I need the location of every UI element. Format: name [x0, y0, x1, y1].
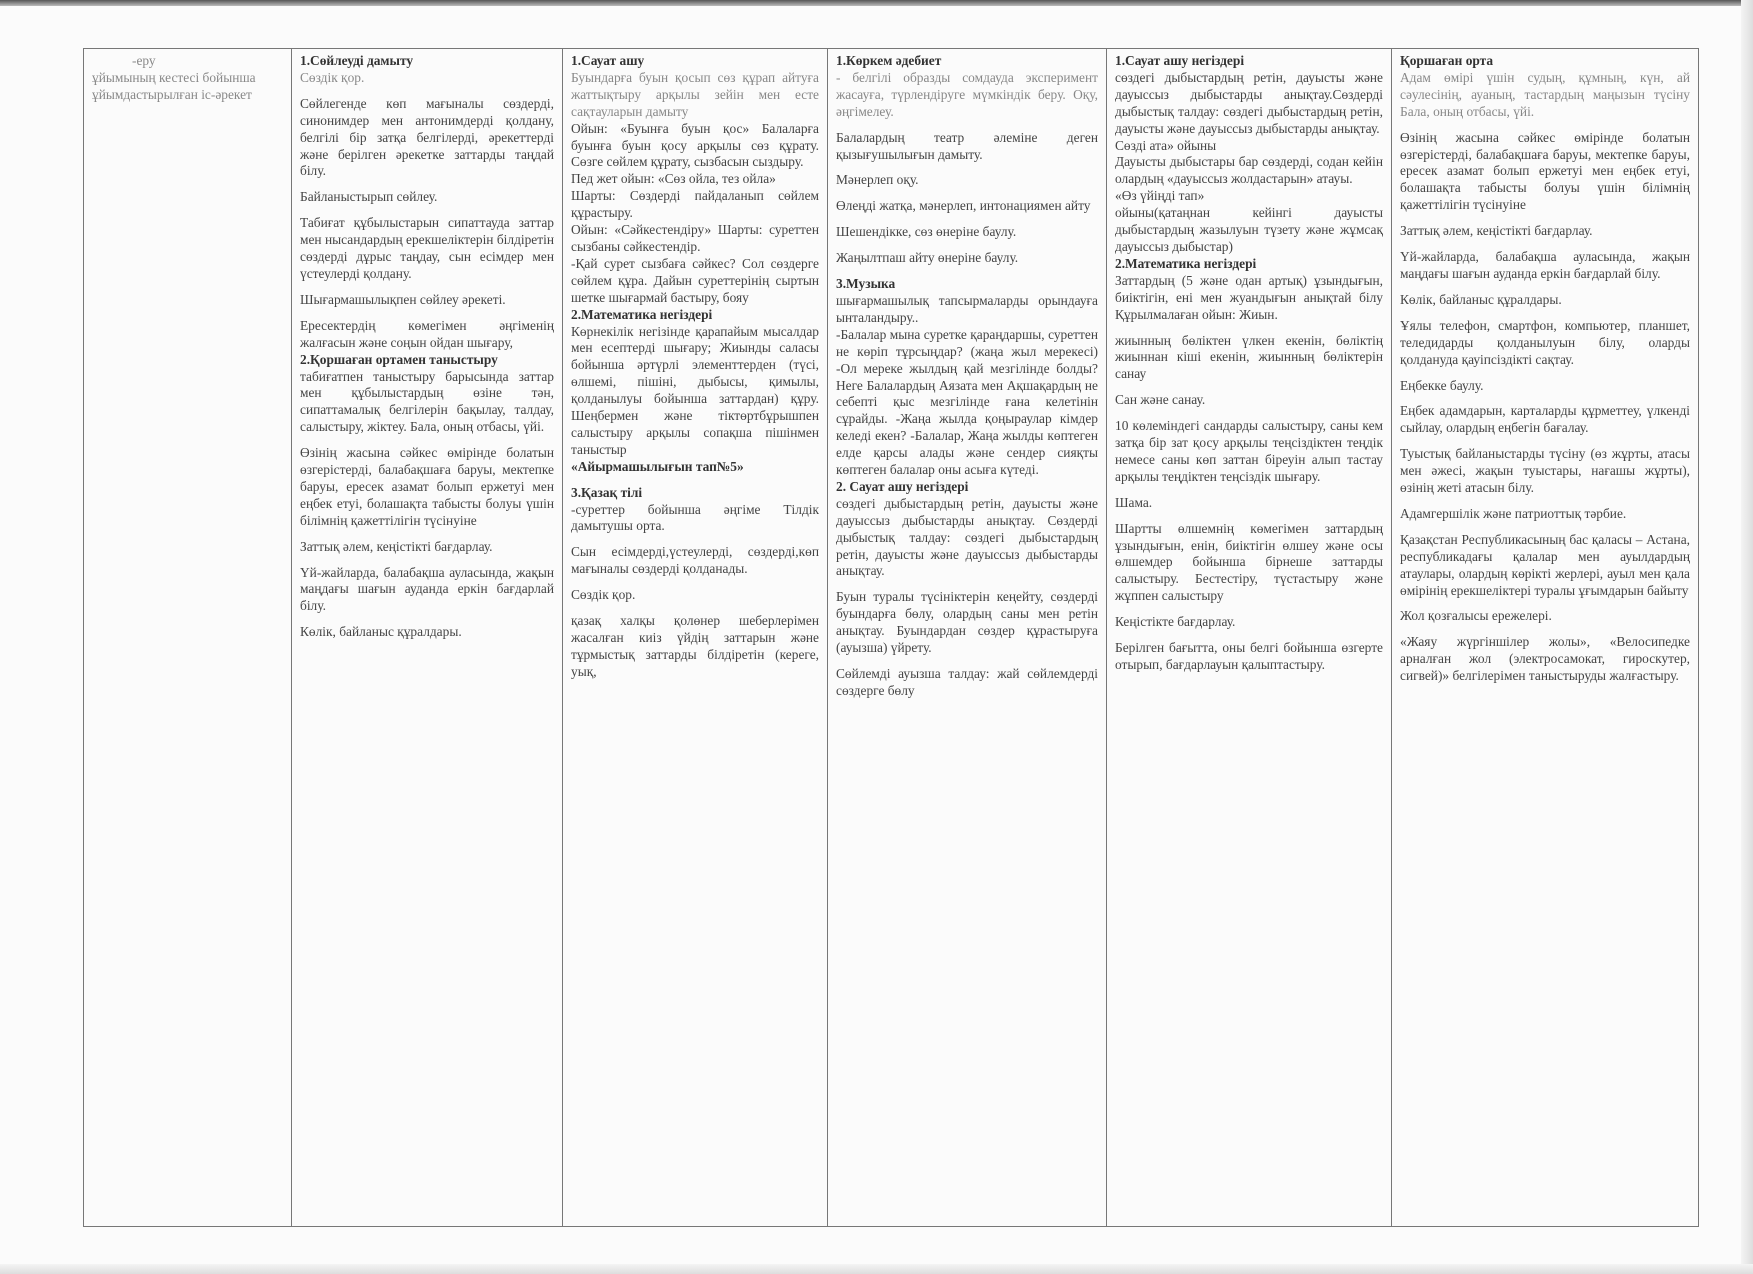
cell-text: Мәнерлеп оқу. — [836, 172, 919, 188]
cell-text: Шешендікке, сөз өнеріне баулу. — [836, 224, 1017, 240]
section-heading: 2.Қоршаған ортамен таныстыру — [300, 351, 498, 367]
cell-text: Заттық әлем, кеңістікті бағдарлау. — [1400, 223, 1593, 239]
col-wednesday — [828, 49, 1107, 1227]
cell-text: Өзінің жасына сәйкес өмірінде болатын өзгерістерді, балабақшаға баруы, мектепке баруы, ересек азамат болып ержетуі мен еңбек етуі, болашақта табысты болуы үшін білімнің қажеттілігін түсінуіне — [1400, 129, 1690, 213]
cell-text: Сөздік қор. — [571, 587, 636, 603]
cell-text: -еру — [132, 53, 156, 68]
section-heading: 1.Көркем әдебиет — [836, 53, 942, 68]
section-heading: 3.Музыка — [836, 276, 896, 292]
cell-text: Еңбекке баулу. — [1400, 377, 1484, 393]
cell-text: Сөзді ата» ойыны — [1115, 137, 1217, 153]
lesson-plan-table — [83, 48, 1699, 1227]
cell-text: Ойын: «Сәйкестендіру» Шарты: суреттен сызбаны сәйкестендір. — [571, 222, 819, 254]
cell-text: Адамгершілік және патриоттық тәрбие. — [1400, 505, 1627, 521]
cell-text: -Балалар мына суретке қараңдаршы, суреттен не көріп тұрсыңдар? (жаңа жыл мерекесі) -Ол мереке жылдың қай мезгілінде болды? Неге Балалардың Аязата мен Ақшақардың не себепті қыс мезгілінде ғана келетінін сұрайды. -Жаңа жылда қоңыраулар кімдер келеді екен? -Балалар, Жаңа жылды көптеген елде қарсы алады және сендер сияқты көптеген балалар оны асыға күтеді. — [836, 326, 1098, 478]
cell-text: ойыны(қатаңнан кейінгі дауысты дыбыстардың жазылуын түзету және жұмсақ дауыссыз дыбыстар) — [1115, 205, 1383, 254]
section-heading: 3.Қазақ тілі — [571, 484, 643, 500]
cell-text: ұйымының кестесі бойынша ұйымдастырылған іс-әрекет — [92, 69, 256, 102]
cell-text: Көрнекілік негізінде қарапайым мысалдар мен есептерді шығару; Жиынды саласы бойынша әртүрлі элементтерден (түсі, өлшемі, пішіні, дыбысы, қимылы, қолданылуы бойынша заттардан) құру. Шеңбермен және тіктөртбұрышпен салыстыру арқылы сопақша пішінмен таныстыр — [571, 323, 819, 457]
cell-text: Дауысты дыбыстары бар сөздерді, содан кейін олардың «дауыссыз жолдастарын» атауы. — [1115, 154, 1383, 187]
cell-text: Көлік, байланыс құралдары. — [300, 624, 462, 640]
cell-text: Берілген бағытта, оны белгі бойынша өзгерте отырып, бағдарлауын қалыптастыру. — [1115, 640, 1383, 672]
cell-text: Шама. — [1115, 494, 1153, 510]
table-row — [84, 49, 1699, 1227]
cell-text: Үй-жайларда, балабақша ауласында, жақын маңдағы шағын ауданда еркін бағдарлай білу. — [300, 564, 554, 614]
cell-text: 10 көлеміндегі сандарды салыстыру, саны кем затқа бір зат қосу арқылы теңсіздіктен теңдік немесе саны көп заттан біреуін алып тастау арқылы теңдіктен теңсіздік шығару. — [1115, 418, 1383, 484]
cell-text: шығармашылық тапсырмаларды орындауға ынталандыру.. — [836, 292, 1098, 325]
cell-text: Буын туралы түсініктерін кеңейту, сөздерді буындарға бөлу, олардың саны мен ретін анықтау. Буындардан сөздер құрастыруға (ауызша) үйрету. — [836, 589, 1098, 656]
cell-text: Өлеңді жатқа, мәнерлеп, интонациямен айту — [836, 198, 1091, 214]
cell-text: Заттардың (5 және одан артық) ұзындығын, биіктігін, ені мен жуандығын анықтай білу Құрылмалаған ойын: Жиын. — [1115, 272, 1383, 322]
cell-text: «Жаяу жүргіншілер жолы», «Велосипедке арналған жол (электросамокат, гироскутер, сигвей)» белгілерімен таныстыруды жалғастыру. — [1400, 634, 1690, 684]
cell-text: «Өз үйіңді тап» — [1115, 188, 1205, 204]
cell-text: Қазақстан Республикасының бас қаласы – Астана, республикадағы қалалар мен ауылдардың атаулары, олардың көрікті жерлері, ауыл мен қала өмірінің ерекшеліктері туралы ұғымдарын байыту — [1400, 531, 1690, 598]
cell-text: Сөздік қор. — [300, 69, 365, 85]
scan-edge-top — [0, 0, 1753, 6]
col-thursday — [1107, 49, 1392, 1227]
cell-text: Өзінің жасына сәйкес өмірінде болатын өзгерістерді, балабақшаға баруы, мектепке баруы, ересек азамат болып ержетуі мен еңбек етуі, болашақта табысты болуы үшін білімнің қажеттілігін түсінуіне — [300, 445, 554, 528]
cell-text: Заттық әлем, кеңістікті бағдарлау. — [300, 538, 493, 554]
section-heading: 2. Сауат ашу негіздері — [836, 478, 969, 494]
cell-text: Жаңылтпаш айту өнеріне баулу. — [836, 250, 1019, 266]
scan-edge-right — [1741, 0, 1753, 1274]
cell-text: Көлік, байланыс құралдары. — [1400, 291, 1562, 307]
cell-text: Байланыстырып сөйлеу. — [300, 189, 438, 205]
cell-text: Сын есімдерді,үстеулерді, сөздерді,көп мағыналы сөздерді қолданады. — [571, 544, 819, 577]
cell-text: Шартты өлшемнің көмегімен заттардың ұзындығын, енін, биіктігін өлшеу және осы өлшемдер бойынша бірнеше заттарды салыстыру. Бестестіру, түстастыру және жұппен салыстыру — [1115, 520, 1383, 604]
cell-text: қазақ халқы қолөнер шеберлерімен жасалған киіз үйдің заттарын және тұрмыстық заттарды білдіретін (кереге, уық, — [571, 613, 819, 679]
section-heading: 1.Сөйлеуді дамыту — [300, 53, 414, 68]
cell-text: Ересектердің көмегімен әңгіменің жалғасын және соңын ойдан шығару, — [300, 317, 554, 350]
cell-text: сөздегі дыбыстардың ретін, дауысты және дауыссыз дыбыстарды анықтау. Сөздерді дыбыстық талдау: сөздегі дыбыстардың ретін, дауысты және дауыссыз дыбыстарды анықтау. — [836, 495, 1098, 579]
cell-text: сөздегі дыбыстардың ретін, дауысты және дауыссыз дыбыстарды анықтау.Сөздерді дыбыстық талдау: сөздегі дыбыстардың ретін, дауысты және дауыссыз дыбыстарды анықтау. — [1115, 69, 1383, 136]
cell-text: Табиғат құбылыстарын сипаттауда заттар мен нысандардың ерекшеліктерін білдіретін сөздерді дұрыс таңдау, сын есімдер мен үстеулерді қолдану. — [300, 215, 554, 281]
cell-text: Пед жет ойын: «Сөз ойла, тез ойла» — [571, 171, 776, 187]
cell-text: Еңбек адамдарын, карталарды құрметтеу, үлкенді сыйлау, олардың еңбегін бағалау. — [1400, 403, 1690, 436]
cell-text: Сан және санау. — [1115, 392, 1206, 408]
col-activity-type — [84, 49, 292, 1227]
section-heading: Қоршаған орта — [1400, 53, 1494, 68]
cell-text: -суреттер бойынша әңгіме Тілдік дамытушы орта. — [571, 501, 819, 534]
section-heading: 1.Сауат ашу — [571, 53, 645, 68]
col-monday — [292, 49, 563, 1227]
cell-text: Жол қозғалысы ережелері. — [1400, 608, 1552, 624]
cell-text: Сөйлегенде көп мағыналы сөздерді, синонимдер мен антонимдерді қолдану, белгілі бір затқа белгілерді, әрекеттерді және берілген әрекетке заттарды таңдай білу. — [300, 95, 554, 179]
cell-text: - белгілі образды сомдауда эксперимент жасауға, түрлендіруге мүмкіндік беру. Оқу, әңгімелеу. — [836, 69, 1098, 119]
section-heading: 2.Математика негіздері — [1115, 255, 1257, 271]
cell-text: Буындарға буын қосып сөз құрап айтуға жаттықтыру арқылы зейін мен есте сақтауларын дамыту — [571, 69, 819, 119]
cell-text: Туыстық байланыстарды түсіну (өз жұрты, атасы мен әжесі, жақын туыстары, нағашы жұрты), өзінің жеті атасын білу. — [1400, 446, 1690, 496]
section-heading: 2.Математика негіздері — [571, 306, 713, 322]
cell-text: Шығармашылықпен сөйлеу әрекеті. — [300, 291, 506, 307]
cell-text: табиғатпен таныстыру барысында заттар мен құбылыстардың өзіне тән, сипаттамалық белгілерін бақылау, талдау, салыстыру, жіктеу. Бала, оның отбасы, үйі. — [300, 368, 554, 435]
col-tuesday — [563, 49, 828, 1227]
cell-text: Ойын: «Буынға буын қос» Балаларға буынға буын қосу арқылы сөз құрату. Сөзге сөйлем құрату, сызбасын сыздыру. — [571, 120, 819, 170]
cell-text: Адам өмірі үшін судың, құмның, күн, ай сәулесінің, ауаның, тастардың маңызын түсіну Бала, оның отбасы, үйі. — [1400, 69, 1690, 119]
col-friday — [1392, 49, 1699, 1227]
cell-text: Ұялы телефон, смартфон, компьютер, планшет, теледидарды қолданылуын білу, оларды қолдануда қауіпсіздікті сақтау. — [1400, 317, 1690, 367]
cell-text: Кеңістікте бағдарлау. — [1115, 614, 1236, 630]
cell-text: -Қай сурет сызбаға сәйкес? Сол сөздерге сөйлем құра. Дайын суреттерінің сыртын шетке шығармай бастыру, бояу — [571, 255, 819, 305]
cell-text: Шарты: Сөздерді пайдаланып сөйлем құрастыру. — [571, 188, 819, 221]
cell-text: Үй-жайларда, балабақша ауласында, жақын маңдағы шағын ауданда еркін бағдарлай білу. — [1400, 249, 1690, 281]
scan-edge-bottom — [0, 1264, 1753, 1274]
cell-text: Балалардың театр әлеміне деген қызығушылығын дамыту. — [836, 129, 1098, 162]
section-heading: «Айырмашылығын тап№5» — [571, 458, 744, 474]
cell-text: жиынның бөліктен үлкен екенін, бөліктің жиыннан кіші екенін, жиынның бөліктерін санау — [1115, 332, 1383, 382]
section-heading: 1.Сауат ашу негіздері — [1115, 53, 1245, 68]
cell-text: Сөйлемді ауызша талдау: жай сөйлемдерді сөздерге бөлу — [836, 666, 1098, 698]
